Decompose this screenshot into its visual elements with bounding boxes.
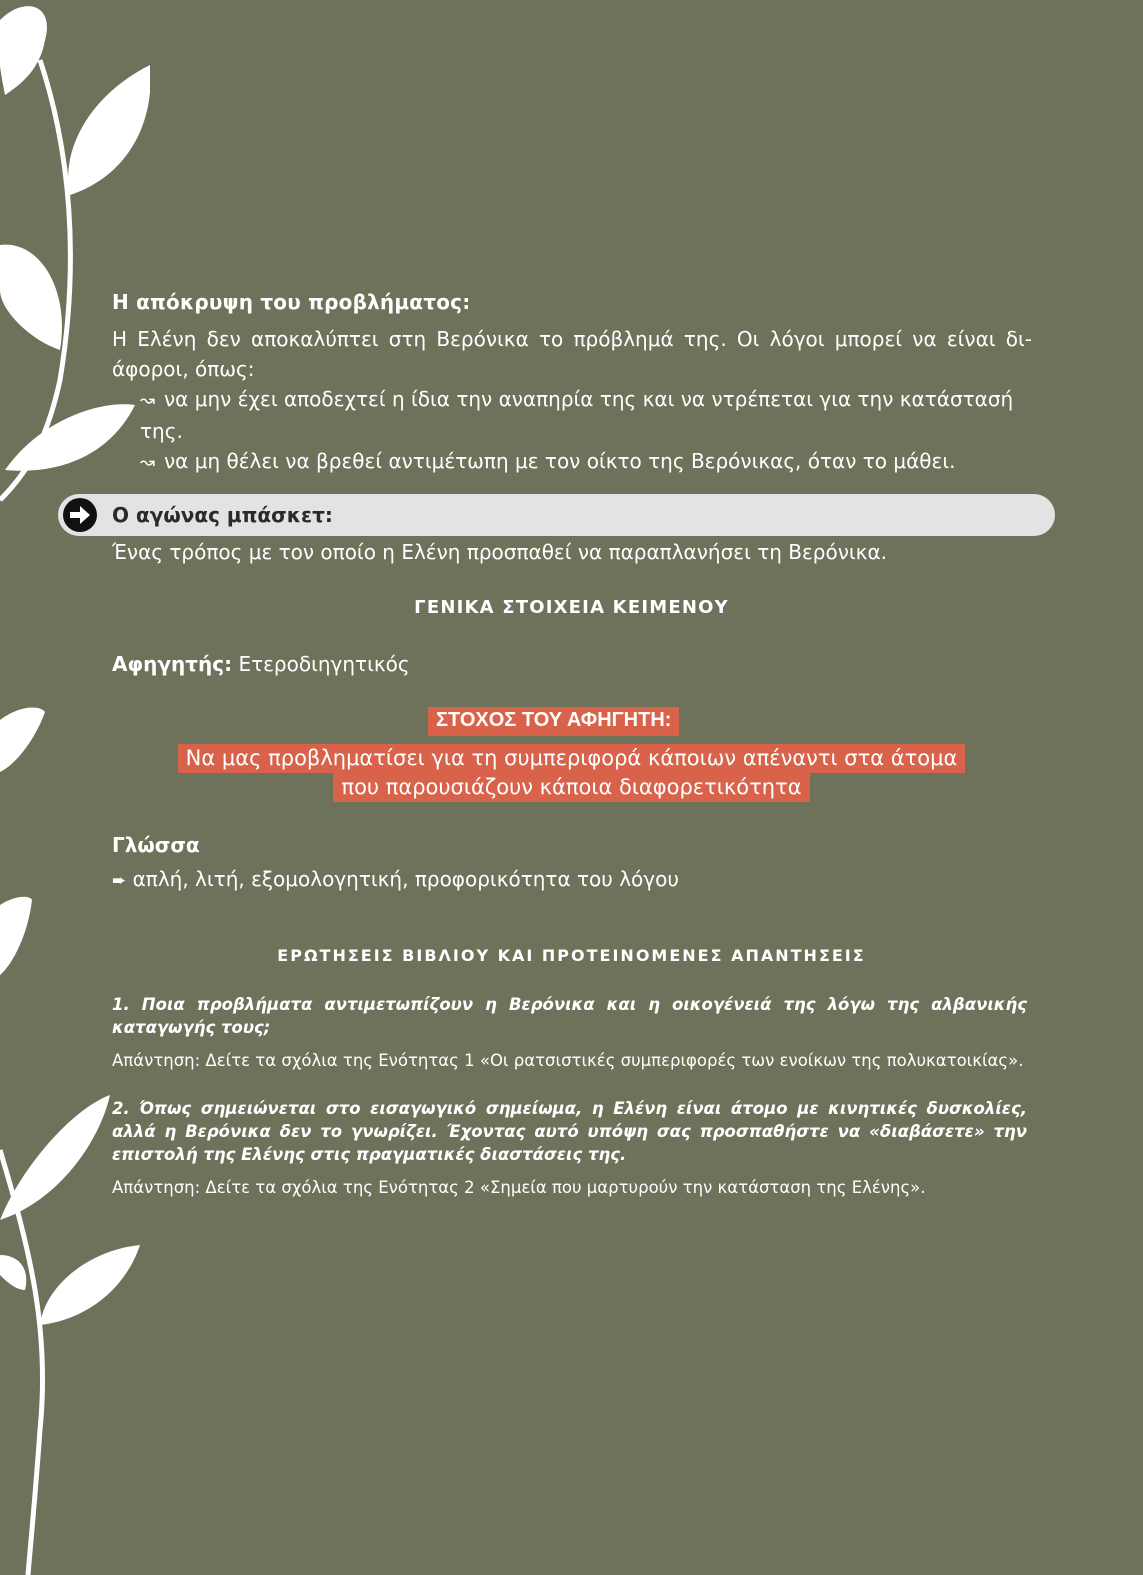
language-text: απλή, λιτή, εξομολογητική, προφορικότητα του λόγου <box>132 867 679 891</box>
narrator-value: Ετεροδιηγητικός <box>238 652 410 676</box>
basketball-heading-bar <box>58 494 1055 536</box>
goal-text <box>0 744 1143 802</box>
arrow-bullet-icon: ➨ <box>112 871 127 891</box>
curl-arrow-icon: ↝ <box>140 452 156 473</box>
goal-line-2: που παρουσιάζουν κάποια διαφορετικότητα <box>333 773 809 802</box>
list-item: ↝ να μην έχει αποδεχτεί η ίδια την αναπηρία της και να ντρέπεται για την κατάστασή της. <box>140 387 1014 443</box>
questions-heading: ΕΡΩΤΗΣΕΙΣ ΒΙΒΛΙΟΥ ΚΑΙ ΠΡΟΤΕΙΝΟΜΕΝΕΣ ΑΠΑΝΤΗΣΕΙΣ <box>277 946 866 965</box>
goal-title: ΣΤΟΧΟΣ ΤΟΥ ΑΦΗΓΗΤΗ: <box>428 707 679 736</box>
language-line <box>112 867 679 891</box>
question-2: 2. Όπως σημειώνεται στο εισαγωγικό σημείωμα, η Ελένη είναι άτομο με κινητικές δυσκολίες, αλλά η Βερόνικα δεν το γνωρίζει. Έχοντας αυτό υπόψη σας προσπαθήστε να «διαβάσετε» την επιστολή της Ελένης στις πραγματικές διαστάσεις της. <box>112 1099 1027 1164</box>
question-block-1 <box>112 993 1027 1072</box>
goal-line-1: Να μας προβληματίσει για τη συμπεριφορά κάποιων απέναντι στα άτομα <box>178 744 966 773</box>
concealment-paragraph: Η Ελένη δεν αποκαλύπτει στη Βερόνικα το πρόβλημά της. Οι λόγοι μπορεί να είναι δι-άφοροι, όπως: <box>112 327 1032 381</box>
curl-arrow-icon: ↝ <box>140 390 156 411</box>
concealment-bullets <box>112 384 1032 478</box>
arrow-circle-icon <box>62 497 98 533</box>
answer-1: Απάντηση: Δείτε τα σχόλια της Ενότητας 1 «Οι ρατσιστικές συμπεριφορές των ενοίκων της πολυκατοικίας». <box>112 1051 1024 1070</box>
language-title: Γλώσσα <box>112 833 200 857</box>
concealment-section <box>112 290 1032 478</box>
basketball-text: Ένας τρόπος με τον οποίο η Ελένη προσπαθεί να παραπλανήσει τη Βερόνικα. <box>112 540 887 564</box>
basketball-title: Ο αγώνας μπάσκετ: <box>112 503 333 527</box>
narrator-line <box>112 652 410 676</box>
question-1: 1. Ποια προβλήματα αντιμετωπίζουν η Βερόνικα και η οικογένειά της λόγω της αλβανικής καταγωγής τους; <box>112 995 1027 1037</box>
concealment-title: Η απόκρυψη του προβλήματος: <box>112 290 471 314</box>
general-heading: ΓΕΝΙΚΑ ΣΤΟΙΧΕΙΑ ΚΕΙΜΕΝΟΥ <box>414 597 729 618</box>
question-block-2 <box>112 1097 1027 1199</box>
list-item: ↝ να μη θέλει να βρεθεί αντιμέτωπη με τον οίκτο της Βερόνικας, όταν το μάθει. <box>140 446 1032 478</box>
narrator-label: Αφηγητής: <box>112 652 233 676</box>
answer-2: Απάντηση: Δείτε τα σχόλια της Ενότητας 2 «Σημεία που μαρτυρούν την κατάσταση της Ελένης». <box>112 1178 926 1197</box>
